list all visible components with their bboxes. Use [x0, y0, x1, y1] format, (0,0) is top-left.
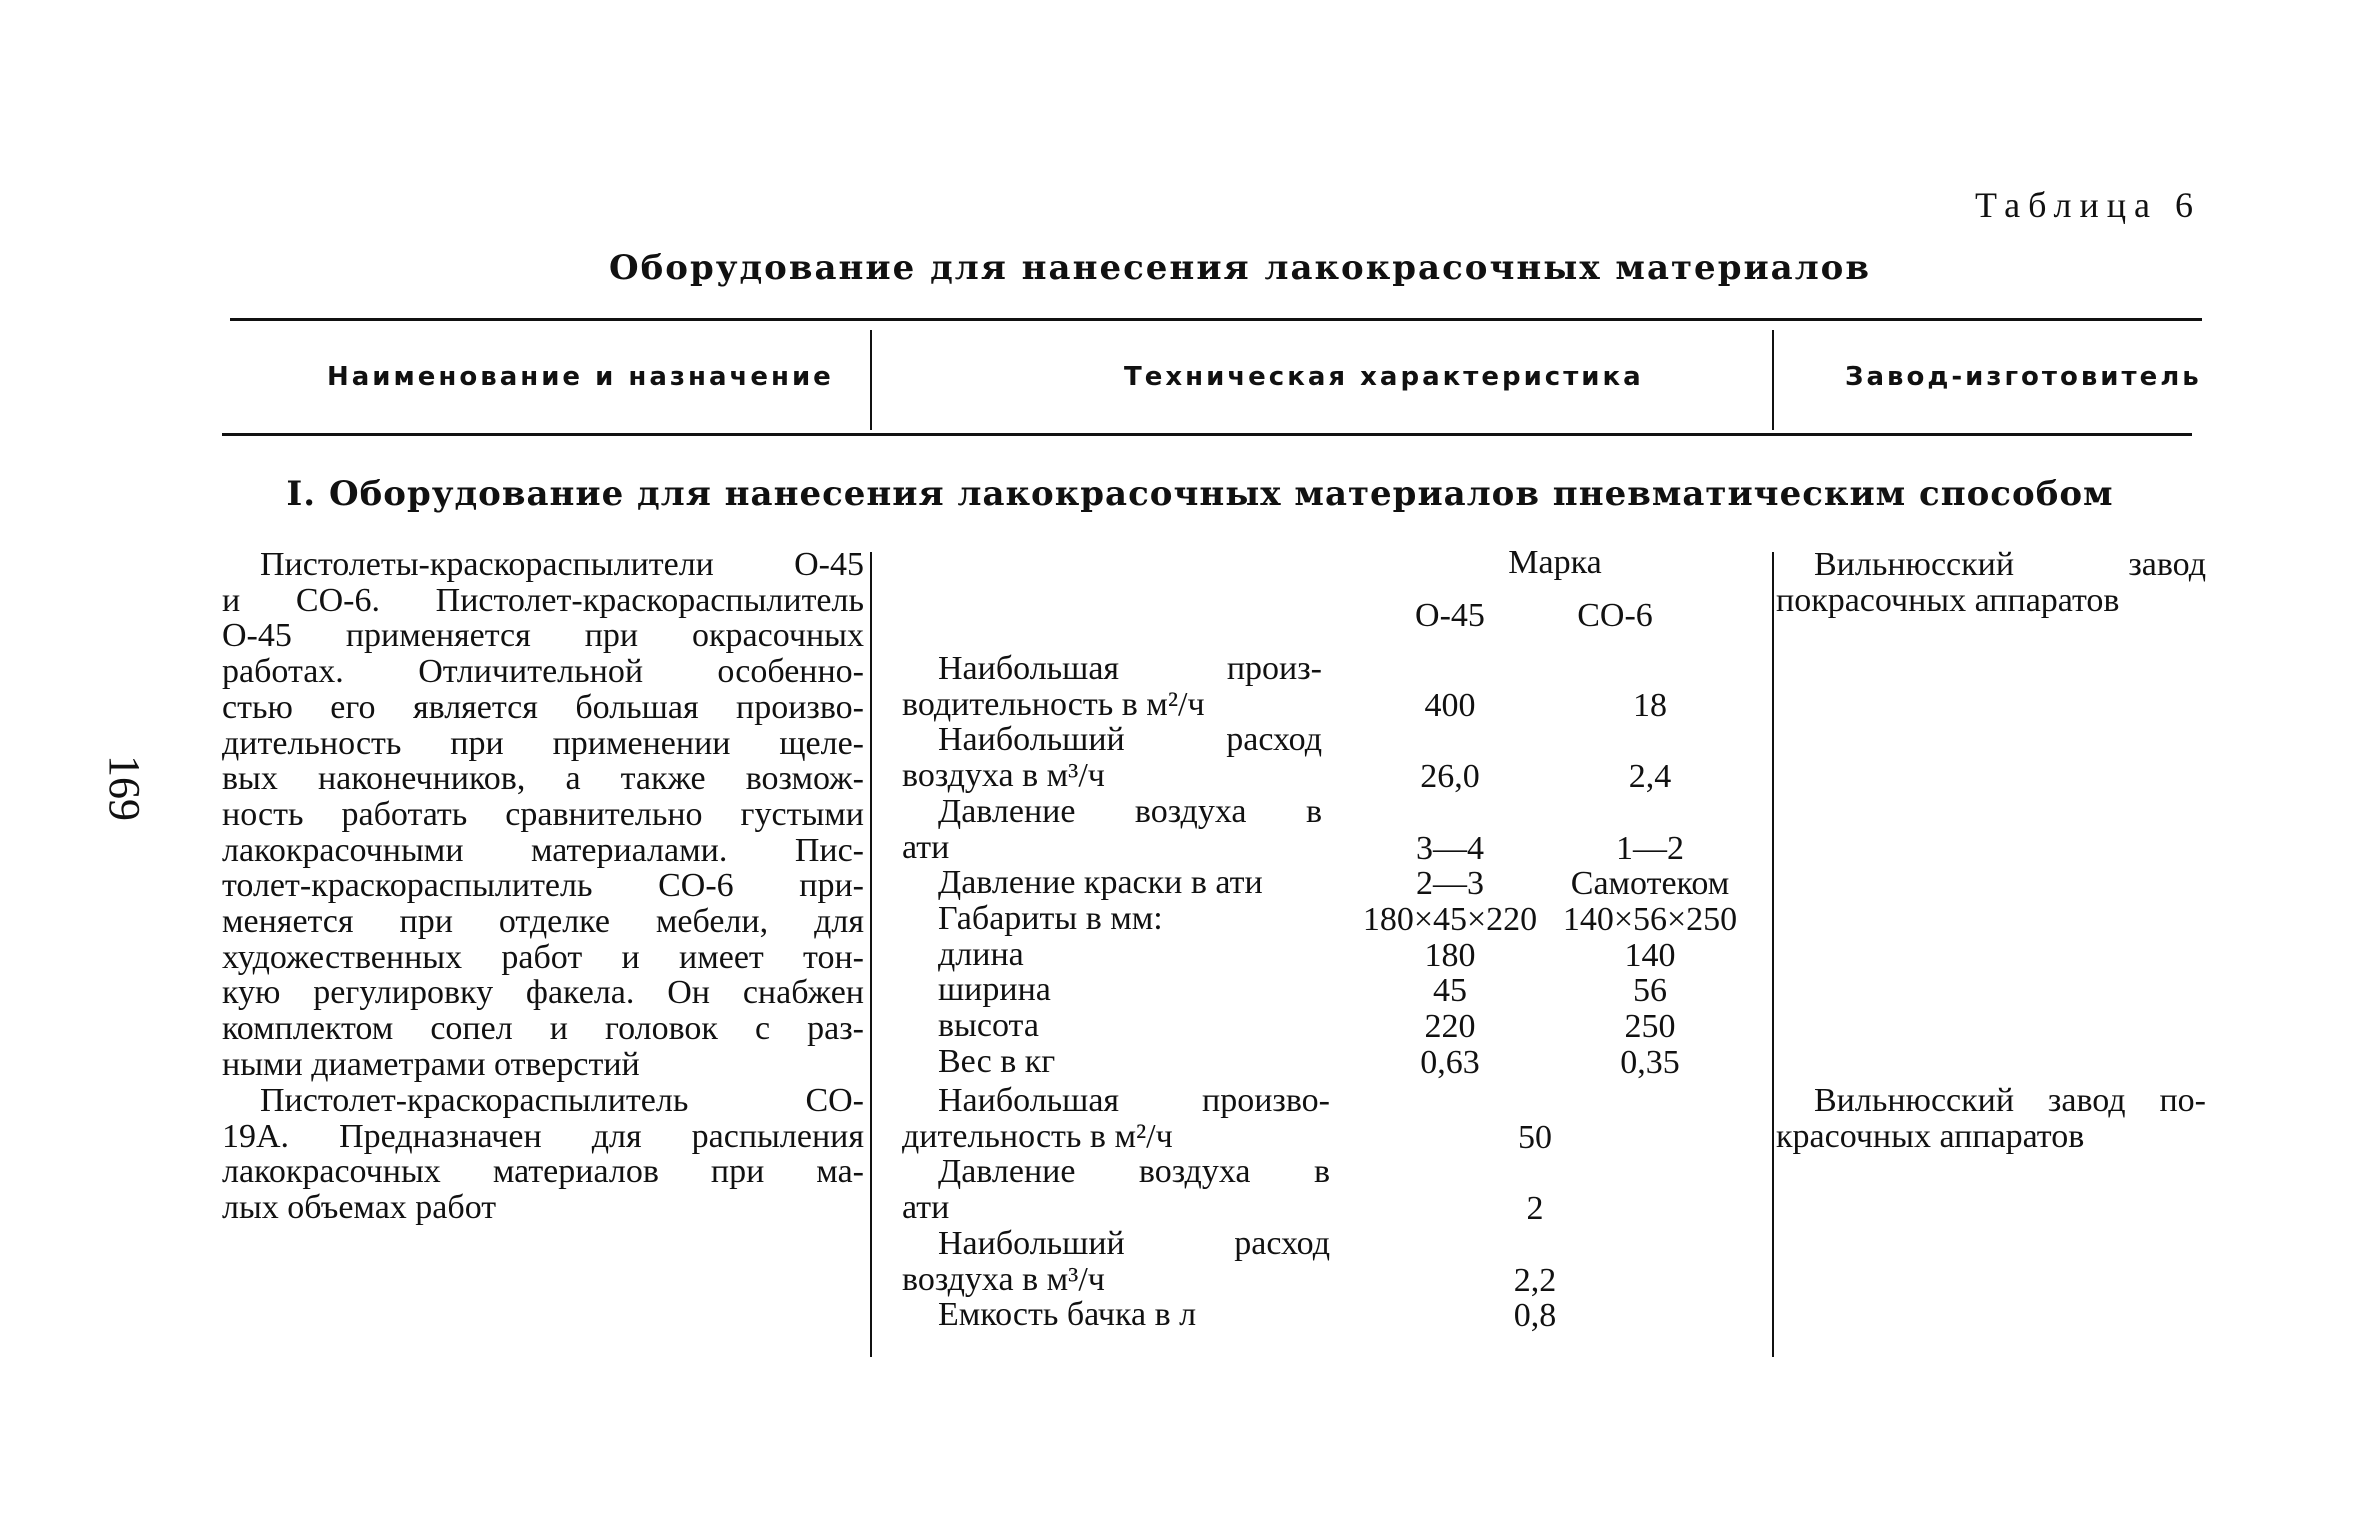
item1-desc-line: меняется при отделке мебели, для — [222, 903, 864, 941]
item1-desc-line: Пистолеты-краскораспылители О-45 — [260, 546, 864, 583]
item1-desc-line: работах. Отличительной особенно- — [222, 653, 864, 691]
item1-spec-label: водительность в м²/ч — [902, 685, 1205, 723]
top-rule — [230, 318, 2202, 321]
header-divider-1 — [870, 330, 872, 430]
item1-desc-line: вых наконечников, а также возмож- — [222, 760, 864, 798]
item1-spec-label: Вес в кг — [938, 1042, 1056, 1080]
item1-desc-line: стью его является большая произво- — [222, 688, 864, 726]
item2-spec-label: Давление воздуха в — [938, 1153, 1330, 1191]
body-divider-1 — [870, 552, 872, 1357]
item2-value: 50 — [1518, 1118, 1552, 1156]
item1-value-co6: 140×56×250 — [1562, 900, 1738, 938]
item1-desc-line: ность работать сравнительно густыми — [222, 795, 864, 833]
item1-spec-label: высота — [938, 1007, 1039, 1044]
item1-value-co6: 0,35 — [1620, 1043, 1680, 1081]
item1-value-o45: 26,0 — [1420, 758, 1480, 796]
item1-spec-label: Наибольшая произ- — [938, 650, 1322, 687]
item2-spec-label: дительность в м²/ч — [902, 1117, 1173, 1155]
item2-desc-line: лых объемах работ — [222, 1189, 497, 1227]
item1-desc-line: толет-краскораспылитель СО-6 при- — [222, 867, 864, 905]
item2-description — [222, 1083, 864, 1226]
item1-desc-line: дительность при применении щеле- — [222, 724, 864, 762]
body-divider-2 — [1772, 552, 1774, 1357]
header-maker: Завод-изготовитель — [1845, 362, 2202, 392]
item1-value-co6: 140 — [1624, 936, 1676, 974]
item1-spec-label: Давление воздуха в — [938, 792, 1322, 830]
item1-maker-line: Вильнюсский завод — [1814, 546, 2206, 583]
item1-value-o45: 0,63 — [1420, 1043, 1480, 1081]
item1-desc-line: ными диаметрами отверстий — [222, 1045, 640, 1083]
header-divider-2 — [1772, 330, 1774, 430]
item1-maker-line: покрасочных аппаратов — [1776, 581, 2120, 619]
item2-spec-label: ати — [902, 1189, 950, 1227]
item2-spec-label: Емкость бачка в л — [938, 1296, 1197, 1334]
item2-desc-line: Пистолет-краскораспылитель СО- — [260, 1082, 864, 1119]
item1-value-o45: 180 — [1424, 936, 1476, 974]
section-title: I. Оборудование для нанесения лакокрасочных материалов пневматическим способом — [286, 474, 2114, 514]
item1-value-co6: 18 — [1633, 686, 1667, 724]
item1-desc-line: и СО-6. Пистолет-краскораспылитель — [222, 581, 864, 619]
item1-spec-label: ширина — [938, 971, 1051, 1009]
item2-value: 2 — [1526, 1190, 1544, 1228]
item1-value-o45: 400 — [1424, 686, 1476, 724]
item2-maker-line: Вильнюсский завод по- — [1814, 1082, 2206, 1119]
item1-spec-label: воздуха в м³/ч — [902, 757, 1105, 795]
item2-value: 2,2 — [1513, 1261, 1557, 1299]
item1-description — [222, 547, 864, 1083]
item1-spec-label: длина — [938, 935, 1024, 973]
item2-spec-label: Наибольшая произво- — [938, 1082, 1330, 1119]
marka-label: Марка — [1508, 544, 1602, 581]
item1-spec-label: Наибольший расход — [938, 721, 1322, 759]
table-label: Таблица 6 — [1975, 185, 2201, 225]
item2-spec-label: воздуха в м³/ч — [902, 1260, 1105, 1298]
item2-desc-line: 19А. Предназначен для распыления — [222, 1117, 864, 1155]
item1-value-o45: 220 — [1424, 1008, 1476, 1045]
item1-value-o45: 45 — [1433, 972, 1467, 1010]
item1-desc-line: О-45 применяется при окрасочных — [222, 617, 864, 655]
item1-desc-line: кую регулировку факела. Он снабжен — [222, 974, 864, 1012]
item1-value-co6: 250 — [1624, 1008, 1676, 1045]
item1-spec-label: ати — [902, 828, 950, 866]
model-a: О-45 — [1415, 597, 1485, 634]
item1-spec-label: Габариты в мм: — [938, 899, 1163, 937]
item2-maker — [1776, 1083, 2206, 1154]
page-number: 169 — [100, 755, 149, 821]
header-name: Наименование и назначение — [327, 362, 834, 392]
item1-value-o45: 180×45×220 — [1362, 900, 1538, 938]
item1-value-co6: Самотеком — [1570, 865, 1730, 903]
item2-desc-line: лакокрасочных материалов при ма- — [222, 1153, 864, 1191]
item1-desc-line: комплектом сопел и головок с раз- — [222, 1010, 864, 1048]
item1-value-co6: 2,4 — [1628, 758, 1672, 796]
header-spec: Техническая характеристика — [1124, 362, 1644, 392]
item2-value: 0,8 — [1513, 1297, 1557, 1335]
item1-desc-line: художественных работ и имеет тон- — [222, 938, 864, 976]
item1-maker — [1776, 547, 2206, 618]
item2-spec-label: Наибольший расход — [938, 1224, 1330, 1262]
item1-value-co6: 1—2 — [1616, 829, 1684, 867]
header-bottom-rule — [222, 433, 2192, 436]
item1-value-o45: 2—3 — [1416, 865, 1484, 903]
table-title: Оборудование для нанесения лакокрасочных материалов — [609, 248, 1871, 288]
item1-desc-line: лакокрасочными материалами. Пис- — [222, 831, 864, 869]
item1-spec-label: Давление краски в ати — [938, 864, 1263, 902]
item2-maker-line: красочных аппаратов — [1776, 1117, 2085, 1155]
item1-value-o45: 3—4 — [1416, 829, 1484, 867]
model-b: СО-6 — [1577, 597, 1653, 634]
item1-value-co6: 56 — [1633, 972, 1667, 1010]
